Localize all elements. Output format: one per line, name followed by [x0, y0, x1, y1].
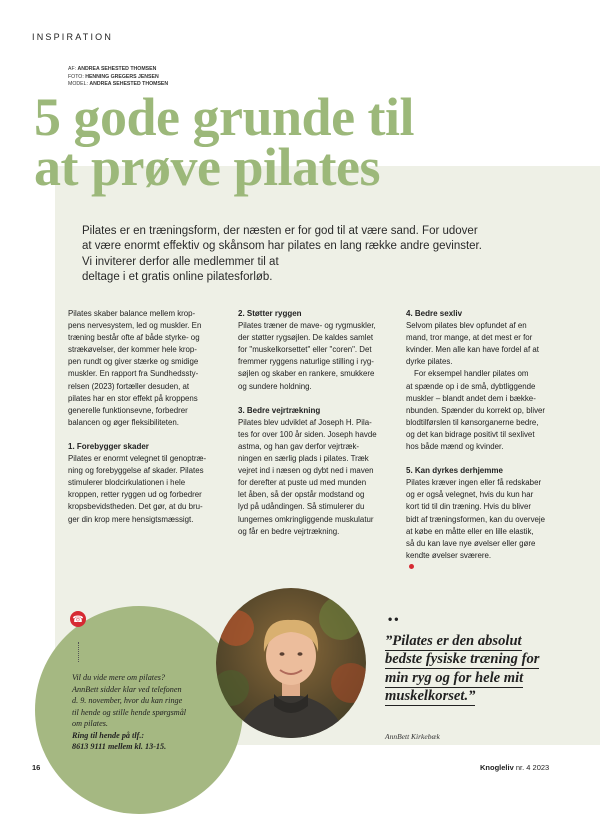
phone-number: 8613 9111 mellem kl. 13-15.	[72, 742, 167, 751]
text-line: pilates har en stor effekt på kroppens	[68, 393, 198, 403]
portrait-photo	[216, 588, 366, 738]
text-line: pen rundt og giver stærke og smidige	[68, 357, 199, 367]
text-line: og får en bedre vejrtrækning.	[238, 526, 340, 536]
column-2	[238, 308, 394, 538]
text-line: generelle funktionsevne, forbedrer	[68, 405, 188, 415]
text-line: Selvom pilates blev opfundet af en	[406, 321, 527, 331]
heading-derhjemme: 5. Kan dyrkes derhjemme	[406, 466, 503, 476]
magazine-footer: Knogleliv nr. 4 2023	[480, 763, 550, 772]
text-line: tes for over 100 år siden. Joseph havde	[238, 429, 377, 439]
phone-info-lines	[72, 673, 186, 728]
quote-dots: ••	[388, 612, 401, 626]
text-derhjemme	[406, 477, 562, 574]
text-line: Vil du vide mere om pilates?	[72, 673, 165, 682]
text-line: om pilates.	[72, 719, 108, 728]
text-line: hos både mænd og kvinder.	[406, 442, 504, 452]
text-line: kvinder. Men alle kan have fordel af at	[406, 345, 539, 355]
text-line: kort tid til din træning. Hvis du bliver	[406, 502, 531, 512]
text-line: så du kan lave nye øvelser eller gøre	[406, 538, 536, 548]
text-line: dyrke pilates.	[406, 357, 453, 367]
article-title	[34, 87, 415, 197]
text-line: ningen en særlig plads i pilates. Træk	[238, 454, 369, 464]
text-line: stimulerer blodcirkulationen i hele	[68, 478, 186, 488]
text-line: balancen og øger fleksibiliteten.	[68, 417, 179, 427]
heading-sexliv: 4. Bedre sexliv	[406, 309, 463, 318]
col1-intro	[68, 308, 224, 429]
section-label: INSPIRATION	[32, 32, 114, 42]
text-line: Pilates kræver ingen eller få redskaber	[406, 478, 542, 488]
text-line: til hende og stille hende spørgsmål	[72, 707, 187, 717]
text-line: søjlen og skaber en rankere, smukkere	[238, 369, 375, 379]
text-line: der støtter rygsøjlen. De kaldes samlet	[238, 333, 374, 343]
intro-text	[82, 224, 542, 286]
text-line: at købe en måtte eller en lille elastik,	[406, 526, 534, 536]
derhjemme-lines	[406, 478, 545, 560]
heading-forebygger: 1. Forebygger skader	[68, 441, 149, 451]
text-line: træning består ofte af både styrke- og	[68, 333, 200, 343]
end-mark-icon	[409, 564, 414, 569]
column-1	[68, 308, 224, 526]
text-line: Pilates er enormt velegnet til genoptræ-	[68, 454, 207, 464]
text-line: relsen (2023) fortæller desuden, at	[68, 381, 190, 391]
text-line: AnnBett sidder klar ved telefonen	[72, 684, 182, 694]
credit-photo: FOTO: HENNING GREGERS JENSEN	[68, 73, 159, 80]
text-line: og det kan bidrage positivt til sexlivet	[406, 429, 535, 439]
title-line-1: 5 gode grunde til	[34, 87, 415, 147]
quote-line: bedste fysiske træning for	[385, 651, 540, 668]
text-ryggen	[238, 320, 394, 393]
text-sexliv-2	[406, 368, 562, 453]
text-line: kendte øvelser sværere.	[406, 550, 492, 560]
text-line: muskler – blandt andet dem i bække-	[406, 393, 536, 403]
text-line: d. 9. november, hvor du kan ringe	[72, 696, 183, 705]
text-line: for "muskelkorsettet" eller "coren". Det	[238, 345, 372, 355]
credits	[68, 66, 168, 89]
text-line: ger din krop mere hensigtsmæssigt.	[68, 514, 194, 524]
intro-line: at være enormt effektiv og skånsom har pilates en lang række andre gevinster.	[82, 240, 482, 253]
text-line: astma, og han gav derfor vejrtræk-	[238, 441, 360, 451]
text-line: nbunden. Spænder du korrekt op, bliver	[406, 405, 546, 415]
text-line: Pilates træner de mave- og rygmuskler,	[238, 321, 376, 331]
credit-author: AF: ANDREA SEHESTED THOMSEN	[68, 66, 157, 72]
text-line: og er også velegnet, hvis du kun har	[406, 490, 534, 500]
page-number: 16	[32, 763, 41, 772]
text-sexliv-1	[406, 320, 562, 368]
text-line: at spænde op i de små, dybtliggende	[406, 381, 536, 391]
text-line: lyd på udåndingen. Så stimulerer du	[238, 502, 365, 512]
title-line-2: at prøve pilates	[34, 137, 380, 197]
phone-info-text	[72, 672, 232, 753]
intro-line: Vi inviterer derfor alle medlemmer til at	[82, 255, 279, 268]
pull-quote	[385, 632, 585, 705]
portrait-illustration	[216, 588, 366, 738]
credit-model: MODEL: ANDREA SEHESTED THOMSEN	[68, 81, 169, 88]
intro-line: deltage i et gratis online pilatesforløb.	[82, 271, 273, 284]
phone-icon: ☎	[70, 611, 86, 627]
quote-line: muskelkorset.”	[385, 687, 476, 704]
text-line: strækøvelser, der kommer hele krop-	[68, 345, 197, 355]
text-line: Pilates blev udviklet af Joseph H. Pila-	[238, 417, 372, 427]
heading-ryggen: 2. Støtter ryggen	[238, 309, 302, 318]
text-line: For eksempel handler pilates om	[414, 369, 529, 379]
quote-line: ”Pilates er den absolut	[385, 633, 522, 649]
intro-line: Pilates er en træningsform, der næsten er for god til at være sand. For udover	[82, 225, 478, 237]
text-line: blodtilførslen til kønsorganerne bedre,	[406, 417, 539, 427]
text-line: muskler. En rapport fra Sundhedssty-	[68, 369, 199, 379]
text-vejrtraekning	[238, 417, 394, 538]
text-forebygger	[68, 453, 224, 526]
phone-cta: Ring til hende på tlf.:	[72, 730, 145, 740]
text-line: kroppen, retter ryggen ud og forbedrer	[68, 490, 202, 500]
text-line: fremmer ryggens naturlige stilling i ryg-	[238, 357, 374, 367]
text-line: og sundere holdning.	[238, 381, 312, 391]
quote-author: AnnBett Kirkebæk	[385, 732, 440, 741]
text-line: Pilates skaber balance mellem krop-	[68, 309, 196, 318]
text-line: kropsbevidstheden. Det gør, at du bru-	[68, 502, 203, 512]
text-line: lungernes omkringliggende muskulatur	[238, 514, 374, 524]
dotted-divider	[78, 642, 79, 662]
text-line: pens nervesystem, led og muskler. En	[68, 321, 202, 331]
heading-vejrtraekning: 3. Bedre vejrtrækning	[238, 405, 321, 415]
quote-line: min ryg og for hele mit	[385, 669, 524, 686]
text-line: ning og forebyggelse af skader. Pilates	[68, 466, 204, 476]
column-3	[406, 308, 562, 574]
text-line: mand, tror mange, at det mest er for	[406, 333, 533, 343]
text-line: for derefter at puste ud med munden	[238, 478, 367, 488]
text-line: let åben, så der opstår modstand og	[238, 490, 365, 500]
text-line: bidt af træningsformen, kan du overveje	[406, 514, 546, 524]
text-line: vejret ind i næsen og dybt ned i maven	[238, 466, 374, 476]
